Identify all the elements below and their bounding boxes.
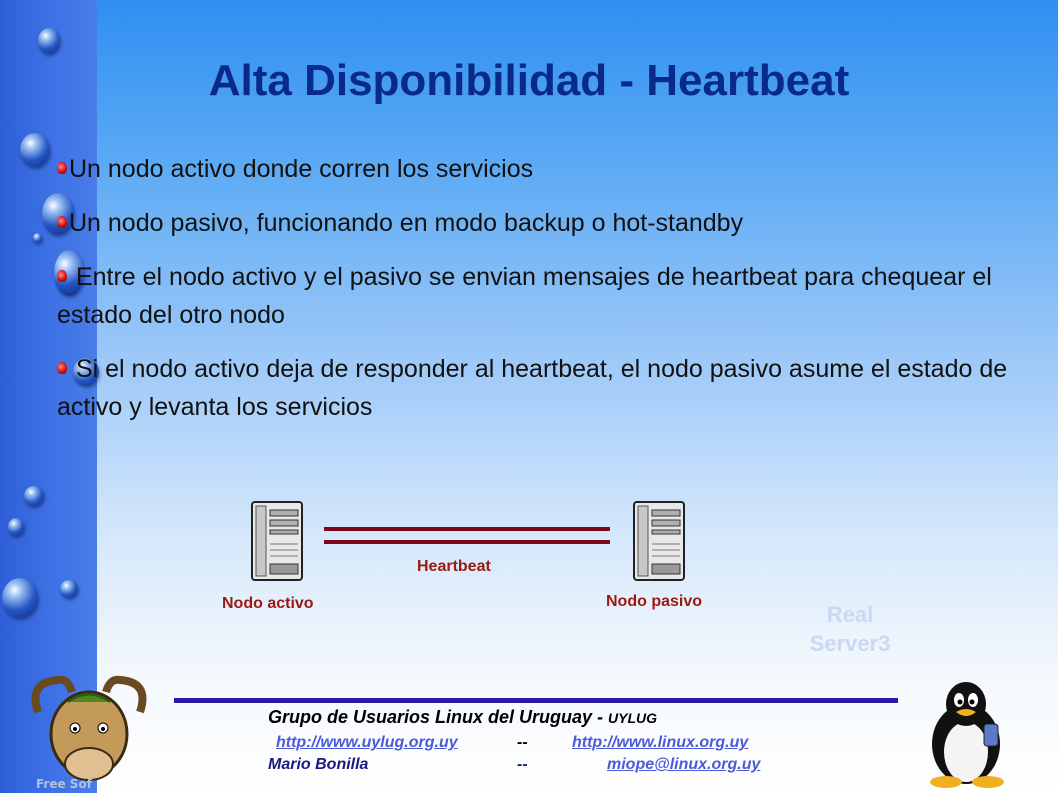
- bubble-decoration: [33, 233, 42, 243]
- bullet-text: Un nodo activo donde corren los servicios: [69, 155, 534, 183]
- heartbeat-link-line: [324, 540, 610, 544]
- bubble-decoration: [20, 133, 50, 167]
- bullet-marker-icon: [57, 270, 67, 282]
- heartbeat-label: Heartbeat: [417, 558, 491, 575]
- bullet-item: [57, 258, 1017, 334]
- tux-penguin-logo-icon: [918, 678, 1018, 788]
- footer-link-linux[interactable]: http://www.linux.org.uy: [572, 734, 749, 751]
- bullet-text: Entre el nodo activo y el pasivo se envian mensajes de heartbeat para chequear el estado del otro nodo: [57, 263, 999, 329]
- server-active-icon: [250, 500, 304, 582]
- ghost-label-line: Server3: [809, 631, 891, 656]
- bubble-decoration: [2, 578, 38, 618]
- bubble-decoration: [38, 28, 60, 54]
- bullet-item: [57, 350, 1017, 426]
- node-passive-label: Nodo pasivo: [606, 593, 703, 610]
- gnu-logo-text: Free Sof: [36, 777, 92, 791]
- ghost-label-line: Real: [826, 602, 874, 627]
- footer-separator: --: [517, 734, 528, 751]
- footer-group-name: Grupo de Usuarios Linux del Uruguay -: [268, 707, 609, 727]
- bullet-item: [57, 204, 1017, 242]
- bullet-marker-icon: [57, 216, 67, 228]
- footer-link-uylug[interactable]: http://www.uylug.org.uy: [276, 734, 458, 751]
- bullet-marker-icon: [57, 162, 67, 174]
- ghost-server-label: [790, 600, 910, 658]
- footer-group-abbr: UYLUG: [608, 710, 658, 726]
- footer-email-link[interactable]: miope@linux.org.uy: [607, 756, 761, 773]
- bullet-marker-icon: [57, 362, 67, 374]
- node-active-label: Nodo activo: [222, 595, 314, 612]
- bubble-decoration: [60, 580, 78, 598]
- bullet-list: [57, 150, 1017, 442]
- bubble-decoration: [8, 518, 24, 536]
- footer-separator: --: [517, 756, 528, 773]
- bullet-text: Un nodo pasivo, funcionando en modo backup o hot-standby: [69, 209, 744, 237]
- bubble-decoration: [24, 486, 44, 506]
- slide-title: Alta Disponibilidad - Heartbeat: [208, 56, 850, 105]
- gnu-head-logo-icon: [28, 672, 150, 793]
- footer-divider: [174, 698, 898, 703]
- footer-author: Mario Bonilla: [268, 756, 369, 773]
- heartbeat-link-line: [324, 527, 610, 531]
- server-passive-icon: [632, 500, 686, 582]
- bullet-text: Si el nodo activo deja de responder al heartbeat, el nodo pasivo asume el estado de activo y levanta los servicios: [57, 355, 1015, 421]
- bullet-item: [57, 150, 1017, 188]
- footer-group-line: [268, 707, 657, 728]
